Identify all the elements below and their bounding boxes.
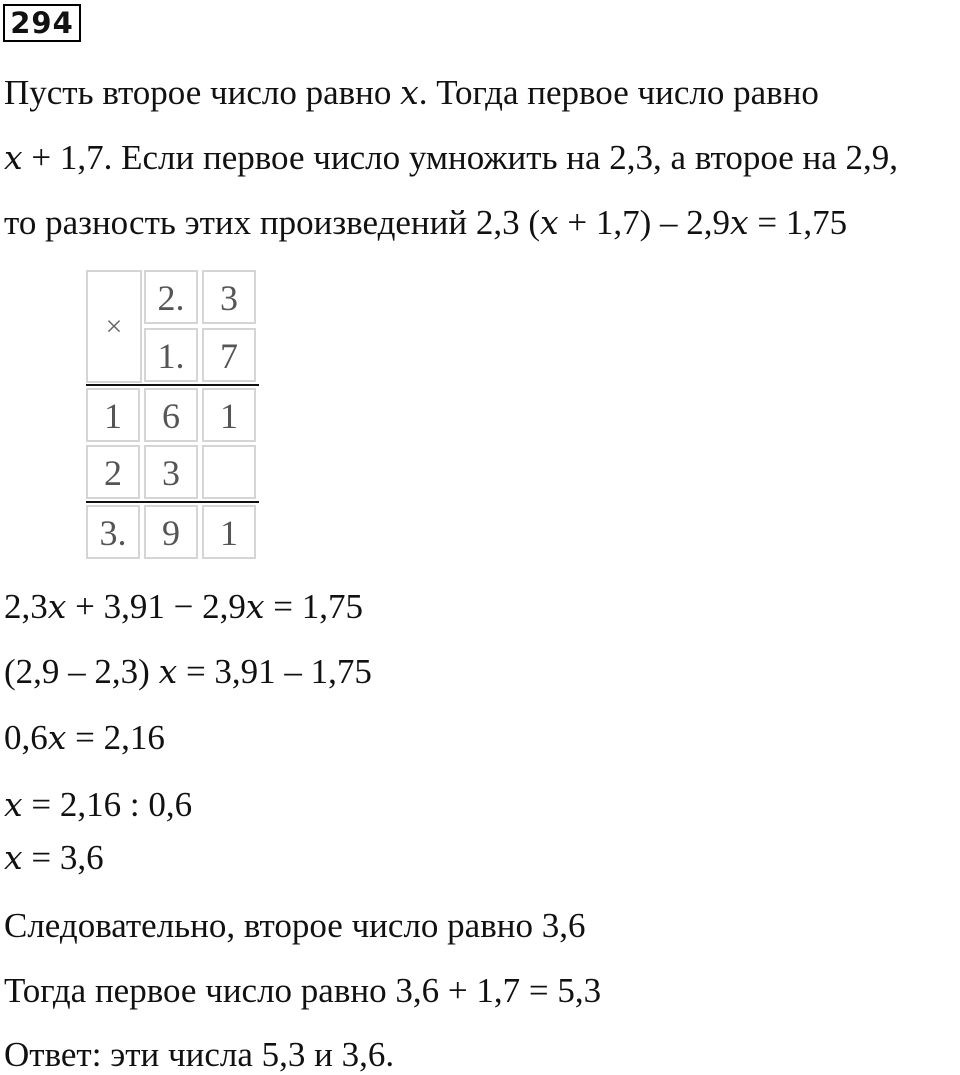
partial-product-digit: 6	[144, 388, 198, 442]
equation-step-4	[4, 785, 192, 825]
multiplicand-digit: 3	[202, 270, 256, 324]
sum-rule	[86, 501, 259, 503]
text-segment: = 2,16	[66, 718, 165, 757]
variable-x: x	[4, 138, 23, 177]
text-segment: 2,3	[4, 587, 48, 626]
text-segment: Пусть второе число равно	[4, 73, 401, 112]
text-segment: = 3,91 – 1,75	[177, 652, 372, 691]
text-segment: то разность этих произведений 2,3 (	[4, 203, 541, 242]
equation-step-3	[4, 718, 165, 758]
text-segment: = 3,6	[22, 838, 104, 877]
empty-cell	[202, 445, 256, 499]
text-segment: . Тогда первое число равно	[418, 73, 819, 112]
partial-product-digit: 1	[86, 388, 140, 442]
multiplier-digit: 7	[202, 328, 256, 382]
result-digit: 9	[144, 505, 198, 559]
result-digit: 1	[202, 505, 256, 559]
result-digit: 3.	[86, 505, 140, 559]
variable-x: x	[158, 652, 178, 691]
equation-step-1	[4, 587, 363, 627]
variable-x: x	[540, 203, 559, 242]
partial-product-digit: 2	[86, 445, 140, 499]
text-segment: = 2,16 : 0,6	[22, 785, 193, 824]
conclusion-line-1: Следовательно, второе число равно 3,6	[4, 906, 586, 945]
multiplication-rule	[86, 384, 259, 386]
text-segment: = 1,75	[264, 587, 363, 626]
multiply-sign: ×	[86, 270, 142, 383]
answer-line: Ответ: эти числа 5,3 и 3,6.	[4, 1035, 395, 1074]
variable-x: x	[4, 785, 23, 824]
conclusion-line-2: Тогда первое число равно 3,6 + 1,7 = 5,3	[4, 971, 602, 1010]
intro-line-3	[4, 203, 847, 243]
intro-line-1	[4, 73, 819, 113]
variable-x: x	[245, 587, 265, 626]
intro-line-2	[4, 138, 898, 178]
text-segment: (2,9 – 2,3)	[4, 652, 159, 691]
variable-x: x	[4, 838, 23, 877]
multiplier-digit: 1.	[144, 328, 198, 382]
variable-x: x	[47, 718, 67, 757]
partial-product-digit: 1	[202, 388, 256, 442]
variable-x: x	[730, 203, 749, 242]
equation-step-5	[4, 838, 104, 878]
text-segment: = 1,75	[748, 203, 848, 242]
partial-product-digit: 3	[144, 445, 198, 499]
text-segment: + 3,91 − 2,9	[66, 587, 246, 626]
text-segment: + 1,7. Если первое число умножить на 2,3, а второе на 2,9,	[22, 138, 899, 177]
equation-step-2	[4, 652, 372, 692]
problem-number: 294	[3, 4, 81, 42]
text-segment: + 1,7) – 2,9	[558, 203, 731, 242]
variable-x: x	[47, 587, 67, 626]
column-multiplication	[86, 270, 259, 559]
variable-x: x	[400, 73, 419, 112]
text-segment: 0,6	[4, 718, 48, 757]
multiplicand-digit: 2.	[144, 270, 198, 324]
